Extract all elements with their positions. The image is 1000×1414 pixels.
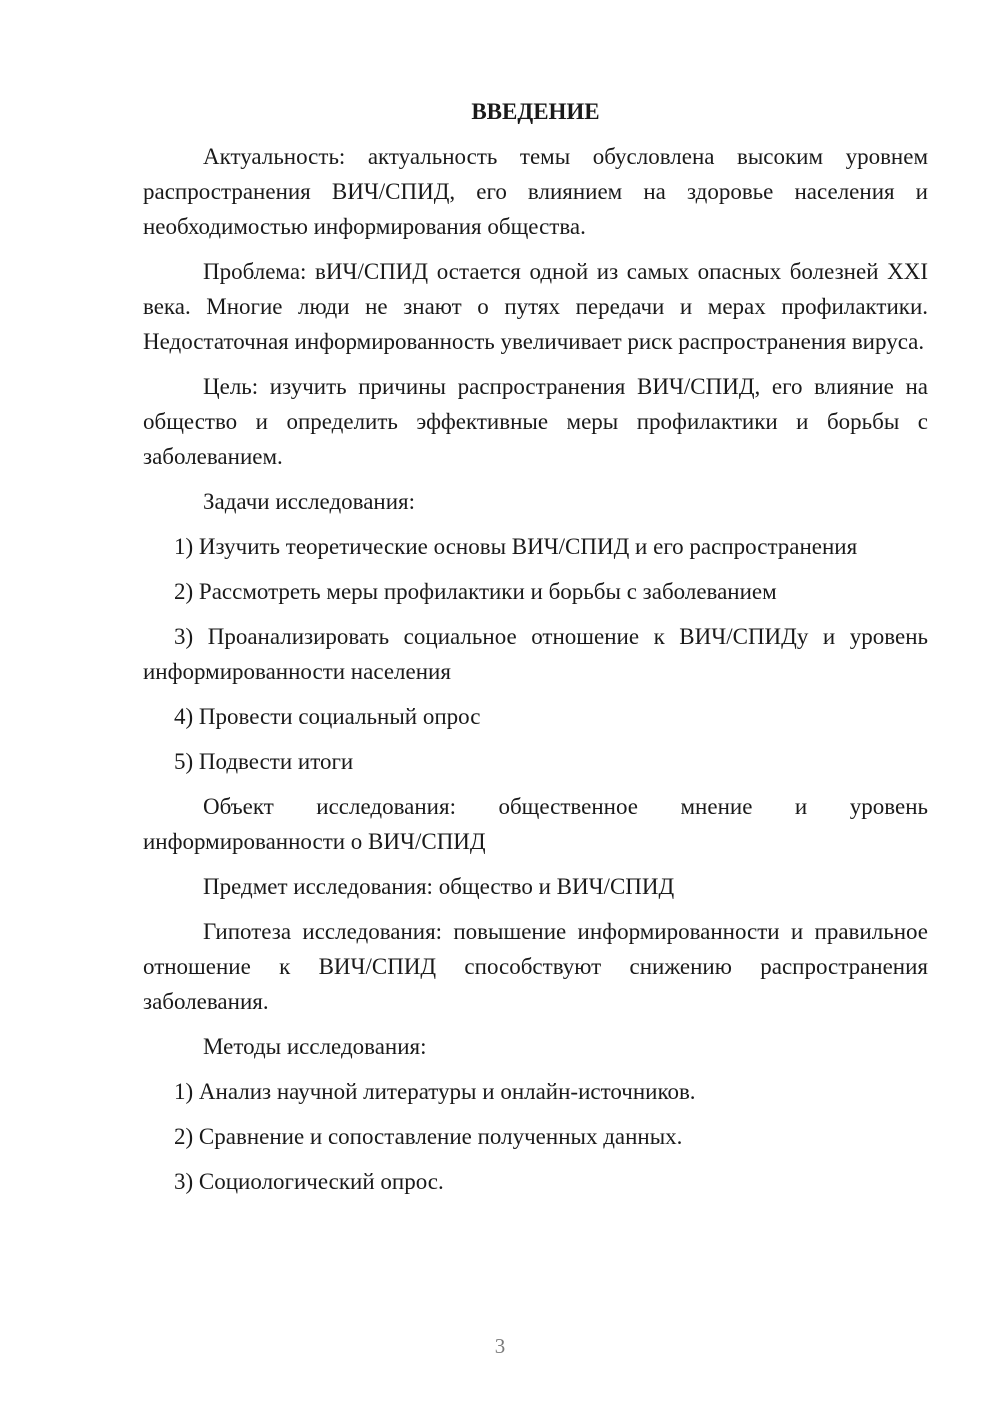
page-body [143, 94, 928, 1209]
methods-heading: Методы исследования: [203, 1034, 427, 1059]
hypothesis-paragraph: Гипотеза исследования: повышение информированности и правильное отношение к ВИЧ/СПИД способствуют снижению распространения заболевания. [143, 919, 928, 1014]
list-item: 4) Провести социальный опрос [174, 704, 481, 729]
list-item: 3) Социологический опрос. [174, 1169, 444, 1194]
list-item: 5) Подвести итоги [174, 749, 354, 774]
section-title: ВВЕДЕНИЕ [471, 99, 600, 124]
list-item: 1) Изучить теоретические основы ВИЧ/СПИД и его распространения [174, 534, 858, 559]
problem-paragraph: Проблема: вИЧ/СПИД остается одной из самых опасных болезней XXI века. Многие люди не знают о путях передачи и мерах профилактики. Недостаточная информированность увеличивает риск распространения вируса. [143, 259, 928, 354]
list-item: 1) Анализ научной литературы и онлайн-источников. [174, 1079, 696, 1104]
relevance-paragraph: Актуальность: актуальность темы обусловлена высоким уровнем распространения ВИЧ/СПИД, его влиянием на здоровье населения и необходимостью информирования общества. [143, 144, 928, 239]
tasks-heading: Задачи исследования: [203, 489, 416, 514]
list-item: 2) Рассмотреть меры профилактики и борьбы с заболеванием [174, 579, 777, 604]
page-number: 3 [494, 1334, 506, 1358]
subject-paragraph: Предмет исследования: общество и ВИЧ/СПИД [203, 874, 675, 899]
goal-paragraph: Цель: изучить причины распространения ВИЧ/СПИД, его влияние на общество и определить эффективные меры профилактики и борьбы с заболеванием. [143, 374, 928, 469]
list-item: 2) Сравнение и сопоставление полученных данных. [174, 1124, 683, 1149]
list-item: 3) Проанализировать социальное отношение к ВИЧ/СПИДу и уровень информированности населения [143, 624, 928, 684]
object-paragraph: Объект исследования: общественное мнение и уровень информированности о ВИЧ/СПИД [143, 794, 928, 854]
tasks-list [143, 529, 928, 779]
methods-list [143, 1074, 928, 1199]
